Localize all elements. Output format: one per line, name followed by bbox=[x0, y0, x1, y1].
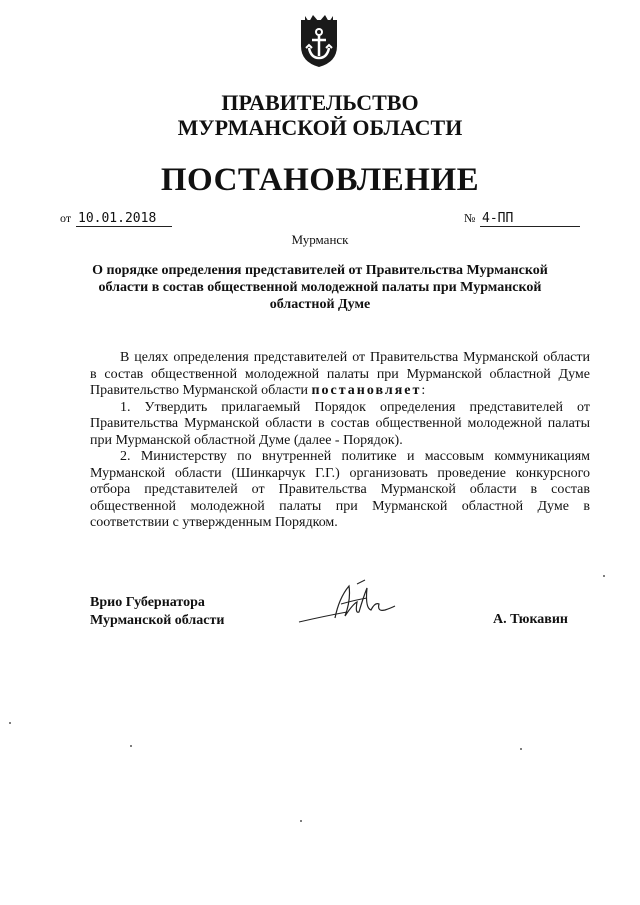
date-number-row bbox=[60, 208, 580, 230]
document-subject: О порядке определения представителей от Правительства Мурманской области в состав общественной молодежной палаты при Мурманской областной Думе bbox=[92, 263, 548, 312]
item-2: 2. Министерству по внутренней политике и массовым коммуникациям Мурманской области (Шинкарчук Г.Г.) организовать проведение конкурсного отбора представителей от Правительства Мурманской области в состав общественной молодежной палаты при Мурманской областной Думе в соответствии с утвержденным Порядком. bbox=[90, 449, 590, 530]
scan-speck bbox=[520, 748, 522, 750]
government-line-1: ПРАВИТЕЛЬСТВО bbox=[221, 90, 419, 115]
number-label: № bbox=[464, 211, 476, 225]
intro-end: : bbox=[421, 383, 426, 398]
number-value: 4-ПП bbox=[480, 211, 580, 227]
document-body bbox=[90, 350, 590, 532]
signer-position bbox=[90, 594, 224, 630]
intro-text: В целях определения представителей от Правительства Мурманской области в состав общественной молодежной палаты при Мурманской областной Думе Правительство Мурманской области bbox=[90, 350, 590, 398]
coat-of-arms-icon bbox=[297, 12, 341, 68]
scan-speck bbox=[300, 820, 302, 822]
document-type-title: ПОСТАНОВЛЕНИЕ bbox=[160, 162, 480, 198]
item-1: 1. Утвердить прилагаемый Порядок определения представителей от Правительства Мурманской области в состав общественной молодежной палаты при Мурманской областной Думе (далее - Порядок). bbox=[90, 399, 590, 448]
intro-paragraph bbox=[90, 350, 590, 400]
intro-verb: постановляет bbox=[311, 383, 422, 398]
government-line-2: МУРМАНСКОЙ ОБЛАСТИ bbox=[177, 115, 463, 140]
scan-speck bbox=[130, 745, 132, 747]
date-label: от bbox=[60, 211, 72, 225]
signer-position-line-1: Врио Губернатора bbox=[90, 595, 205, 610]
signer-name: А. Тюкавин bbox=[493, 612, 568, 627]
date-value: 10.01.2018 bbox=[76, 211, 172, 227]
city: Мурманск bbox=[291, 232, 349, 247]
handwritten-signature bbox=[295, 578, 405, 630]
signer-position-line-2: Мурманской области bbox=[90, 613, 225, 628]
government-name bbox=[0, 90, 640, 140]
scan-speck bbox=[603, 575, 605, 577]
scan-speck bbox=[9, 722, 11, 724]
